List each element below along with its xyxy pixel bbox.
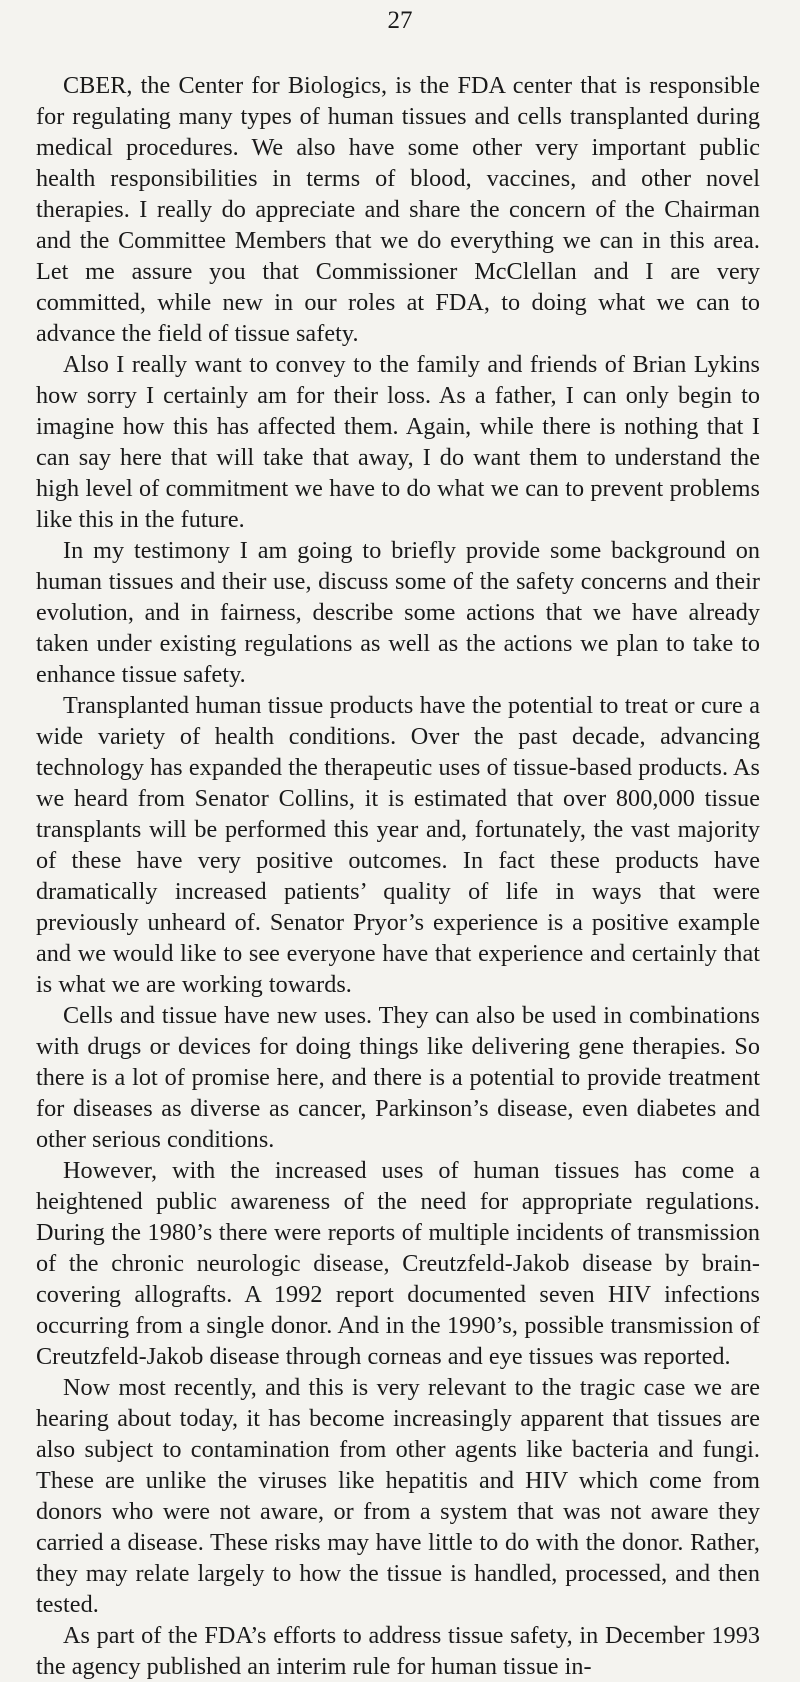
page-number: 27 (387, 7, 413, 34)
paragraph-interim-rule: As part of the FDA’s efforts to address tissue safety, in December 1993 the agency published an interim rule for human tissue in- (36, 1622, 760, 1680)
paragraph-cber-intro: CBER, the Center for Biologics, is the FDA center that is responsible for regulating many types of human tissues and cells transplanted during medical procedures. We also have some other very important public health responsibilities in terms of blood, vaccines, and other novel therapies. I really do appreciate and share the concern of the Chairman and the Committee Members that we do everything we can in this area. Let me assure you that Commissioner McClellan and I are very committed, while new in our roles at FDA, to doing what we can to advance the field of tissue safety. (36, 72, 760, 347)
paragraph-regulation-need: However, with the increased uses of human tissues has come a heightened public awareness of the need for appropriate regulations. During the 1980’s there were reports of multiple incidents of transmission of the chronic neurologic disease, Creutzfeld-Jakob disease by brain-covering allografts. A 1992 report documented seven HIV infections occurring from a single donor. And in the 1990’s, possible transmission of Creutzfeld-Jakob disease through corneas and eye tissues was reported. (36, 1157, 760, 1370)
paragraph-new-uses: Cells and tissue have new uses. They can also be used in combinations with drugs or devices for doing things like delivering gene therapies. So there is a lot of promise here, and there is a potential to provide treatment for diseases as diverse as cancer, Parkinson’s disease, even diabetes and other serious conditions. (36, 1002, 760, 1153)
paragraph-contamination: Now most recently, and this is very relevant to the tragic case we are hearing about today, it has become increasingly apparent that tissues are also subject to contamination from other agents like bacteria and fungi. These are unlike the viruses like hepatitis and HIV which come from donors who were not aware, or from a system that was not aware they carried a disease. These risks may have little to do with the donor. Rather, they may relate largely to how the tissue is handled, processed, and then tested. (36, 1374, 760, 1618)
paragraph-testimony-outline: In my testimony I am going to briefly provide some background on human tissues and their use, discuss some of the safety concerns and their evolution, and in fairness, describe some actions that we have already taken under existing regulations as well as the actions we plan to take to enhance tissue safety. (36, 537, 760, 688)
body-text (36, 70, 760, 1682)
paragraph-condolences: Also I really want to convey to the family and friends of Brian Lykins how sorry I certainly am for their loss. As a father, I can only begin to imagine how this has affected them. Again, while there is nothing that I can say here that will take that away, I do want them to understand the high level of commitment we have to do what we can to prevent problems like this in the future. (36, 351, 760, 533)
paragraph-transplanted-tissue: Transplanted human tissue products have the potential to treat or cure a wide variety of health conditions. Over the past decade, advancing technology has expanded the therapeutic uses of tissue-based products. As we heard from Senator Collins, it is estimated that over 800,000 tissue transplants will be performed this year and, fortunately, the vast majority of these have very positive outcomes. In fact these products have dramatically increased patients’ quality of life in ways that were previously unheard of. Senator Pryor’s experience is a positive example and we would like to see everyone have that experience and certainly that is what we are working towards. (36, 692, 760, 998)
